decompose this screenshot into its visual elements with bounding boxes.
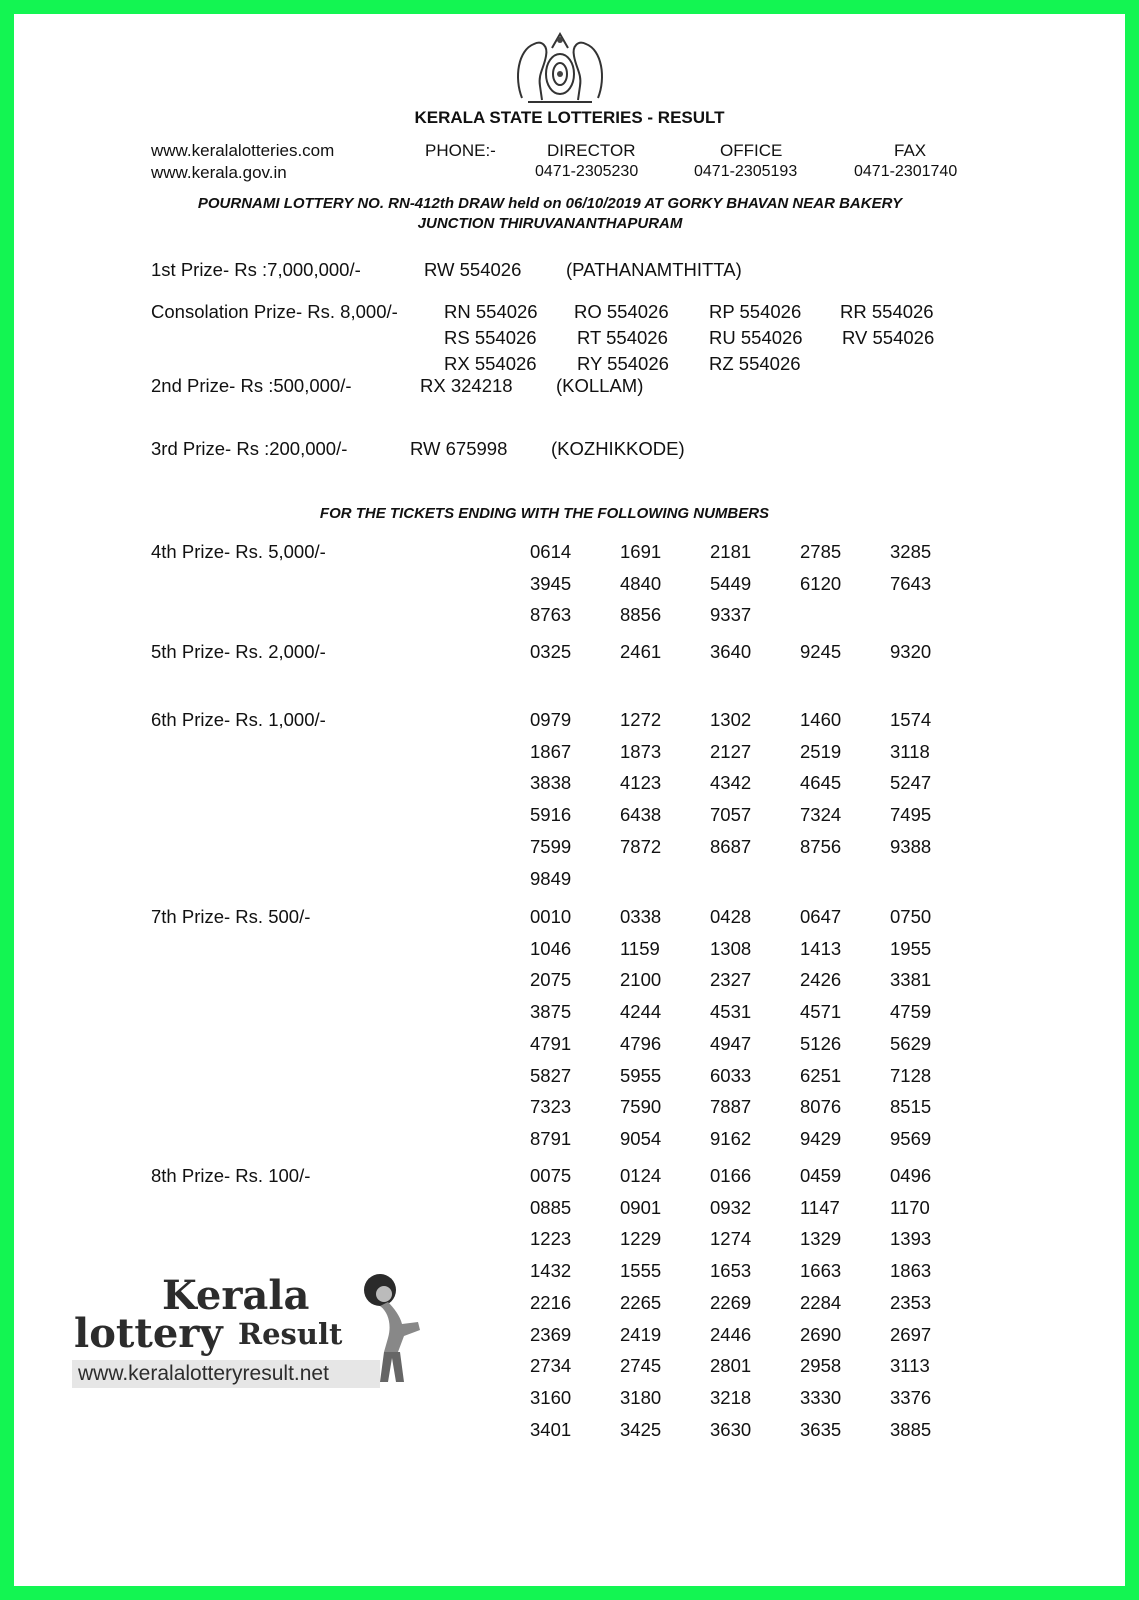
winning-number: 5955 bbox=[620, 1065, 662, 1086]
winning-number: 4571 bbox=[800, 1001, 842, 1022]
watermark-result: Result bbox=[238, 1317, 343, 1351]
winning-number: 2100 bbox=[620, 969, 662, 990]
winning-number: 1223 bbox=[530, 1228, 572, 1249]
winning-number: 0166 bbox=[710, 1165, 752, 1186]
winning-number: 9320 bbox=[890, 641, 932, 662]
winning-number: 0614 bbox=[530, 541, 572, 562]
winning-number: 1170 bbox=[890, 1197, 930, 1218]
prize-tier-label: 4th Prize- Rs. 5,000/- bbox=[151, 541, 326, 562]
winning-number: 2369 bbox=[530, 1324, 572, 1345]
winning-number: 4791 bbox=[530, 1033, 572, 1054]
winning-number: 3376 bbox=[890, 1387, 932, 1408]
winning-number: 2461 bbox=[620, 641, 662, 662]
winning-number: 3160 bbox=[530, 1387, 572, 1408]
third-prize-label: 3rd Prize- Rs :200,000/- bbox=[151, 438, 348, 459]
prize-tier-label: 8th Prize- Rs. 100/- bbox=[151, 1165, 311, 1186]
consolation-ticket: RT 554026 bbox=[577, 327, 668, 348]
winning-number: 7128 bbox=[890, 1065, 932, 1086]
winning-number: 4342 bbox=[710, 772, 752, 793]
consolation-ticket: RV 554026 bbox=[842, 327, 935, 348]
winning-number: 4645 bbox=[800, 772, 842, 793]
consolation-prize-label: Consolation Prize- Rs. 8,000/- bbox=[151, 301, 398, 322]
consolation-ticket: RX 554026 bbox=[444, 353, 537, 374]
winning-number: 2181 bbox=[710, 541, 752, 562]
winning-number: 3113 bbox=[890, 1355, 930, 1376]
winning-number: 2426 bbox=[800, 969, 842, 990]
winning-number: 0901 bbox=[620, 1197, 662, 1218]
winning-number: 8687 bbox=[710, 836, 752, 857]
winning-number: 4840 bbox=[620, 573, 662, 594]
winning-number: 2446 bbox=[710, 1324, 752, 1345]
website-link-1[interactable]: www.keralalotteries.com bbox=[151, 141, 335, 160]
website-link-2[interactable]: www.kerala.gov.in bbox=[151, 163, 287, 182]
winning-number: 9245 bbox=[800, 641, 842, 662]
winning-number: 1046 bbox=[530, 938, 572, 959]
winning-number: 1274 bbox=[710, 1228, 752, 1249]
consolation-ticket: RN 554026 bbox=[444, 301, 538, 322]
winning-number: 5916 bbox=[530, 804, 572, 825]
consolation-ticket: RZ 554026 bbox=[709, 353, 801, 374]
winning-number: 0075 bbox=[530, 1165, 572, 1186]
winning-number: 4947 bbox=[710, 1033, 752, 1054]
winning-number: 2697 bbox=[890, 1324, 932, 1345]
winning-number: 3885 bbox=[890, 1419, 932, 1440]
fax-number: 0471-2301740 bbox=[854, 163, 958, 180]
winning-number: 5449 bbox=[710, 573, 752, 594]
winning-number: 0124 bbox=[620, 1165, 662, 1186]
winning-number: 3401 bbox=[530, 1419, 572, 1440]
winning-number: 4796 bbox=[620, 1033, 662, 1054]
winning-number: 8515 bbox=[890, 1096, 932, 1117]
winning-number: 3875 bbox=[530, 1001, 572, 1022]
winning-number: 4759 bbox=[890, 1001, 932, 1022]
winning-number: 2353 bbox=[890, 1292, 932, 1313]
winning-number: 7643 bbox=[890, 573, 932, 594]
winning-number: 4244 bbox=[620, 1001, 662, 1022]
winning-number: 0979 bbox=[530, 709, 572, 730]
winning-number: 0428 bbox=[710, 906, 752, 927]
consolation-ticket: RO 554026 bbox=[574, 301, 669, 322]
second-prize-label: 2nd Prize- Rs :500,000/- bbox=[151, 375, 352, 396]
consolation-ticket: RS 554026 bbox=[444, 327, 537, 348]
watermark-lottery: lottery bbox=[74, 1310, 223, 1357]
winning-number: 8791 bbox=[530, 1128, 572, 1149]
winning-number: 7495 bbox=[890, 804, 932, 825]
winning-number: 8856 bbox=[620, 604, 662, 625]
draw-info-line1: POURNAMI LOTTERY NO. RN-412th DRAW held on 06/10/2019 AT GORKY BHAVAN NEAR BAKERY bbox=[197, 195, 903, 212]
winning-number: 5629 bbox=[890, 1033, 932, 1054]
winning-number: 1574 bbox=[890, 709, 932, 730]
winning-number: 0325 bbox=[530, 641, 572, 662]
winning-number: 2519 bbox=[800, 741, 842, 762]
winning-number: 0932 bbox=[710, 1197, 752, 1218]
winning-number: 7057 bbox=[710, 804, 752, 825]
winning-number: 5126 bbox=[800, 1033, 842, 1054]
winning-number: 2734 bbox=[530, 1355, 572, 1376]
winning-number: 9162 bbox=[710, 1128, 752, 1149]
draw-info-line2: JUNCTION THIRUVANANTHAPURAM bbox=[417, 215, 683, 232]
first-prize-ticket: RW 554026 bbox=[424, 259, 522, 280]
winning-number: 1653 bbox=[710, 1260, 752, 1281]
second-prize-place: (KOLLAM) bbox=[556, 375, 644, 396]
winning-number: 3285 bbox=[890, 541, 932, 562]
winning-number: 5827 bbox=[530, 1065, 572, 1086]
winning-number: 2690 bbox=[800, 1324, 842, 1345]
first-prize-label: 1st Prize- Rs :7,000,000/- bbox=[151, 259, 361, 280]
winning-number: 3630 bbox=[710, 1419, 752, 1440]
winning-number: 0338 bbox=[620, 906, 662, 927]
winning-number: 1663 bbox=[800, 1260, 842, 1281]
winning-number: 5247 bbox=[890, 772, 932, 793]
winning-number: 1460 bbox=[800, 709, 842, 730]
winning-number: 7324 bbox=[800, 804, 842, 825]
winning-number: 9054 bbox=[620, 1128, 662, 1149]
watermark-kerala: Kerala bbox=[162, 1272, 310, 1319]
winning-number: 2958 bbox=[800, 1355, 842, 1376]
first-prize-place: (PATHANAMTHITTA) bbox=[566, 259, 742, 280]
winning-number: 9388 bbox=[890, 836, 932, 857]
winning-number: 2269 bbox=[710, 1292, 752, 1313]
winning-number: 9429 bbox=[800, 1128, 842, 1149]
winning-number: 9849 bbox=[530, 868, 572, 889]
winning-number: 3838 bbox=[530, 772, 572, 793]
watermark-url[interactable]: www.keralalotteryresult.net bbox=[72, 1360, 380, 1388]
winning-number: 1413 bbox=[800, 938, 842, 959]
winning-number: 0010 bbox=[530, 906, 572, 927]
winning-number: 8756 bbox=[800, 836, 842, 857]
winning-number: 0885 bbox=[530, 1197, 572, 1218]
consolation-ticket: RP 554026 bbox=[709, 301, 802, 322]
consolation-ticket: RU 554026 bbox=[709, 327, 803, 348]
winning-number: 9337 bbox=[710, 604, 752, 625]
winning-number: 2419 bbox=[620, 1324, 662, 1345]
office-phone: 0471-2305193 bbox=[694, 163, 798, 180]
winning-number: 6438 bbox=[620, 804, 662, 825]
winning-number: 1691 bbox=[620, 541, 662, 562]
winning-number: 1147 bbox=[800, 1197, 840, 1218]
winning-number: 2265 bbox=[620, 1292, 662, 1313]
endings-heading: FOR THE TICKETS ENDING WITH THE FOLLOWING NUMBERS bbox=[319, 505, 770, 522]
winning-number: 1308 bbox=[710, 938, 752, 959]
winning-number: 2216 bbox=[530, 1292, 572, 1313]
winning-number: 7590 bbox=[620, 1096, 662, 1117]
winning-number: 1863 bbox=[890, 1260, 932, 1281]
winning-number: 1955 bbox=[890, 938, 932, 959]
office-label: OFFICE bbox=[720, 141, 783, 160]
third-prize-ticket: RW 675998 bbox=[410, 438, 508, 459]
winning-number: 7872 bbox=[620, 836, 662, 857]
winning-number: 1272 bbox=[620, 709, 662, 730]
winning-number: 1873 bbox=[620, 741, 662, 762]
winning-number: 7599 bbox=[530, 836, 572, 857]
page-title: KERALA STATE LOTTERIES - RESULT bbox=[414, 108, 725, 127]
consolation-ticket: RY 554026 bbox=[577, 353, 669, 374]
winning-number: 3180 bbox=[620, 1387, 662, 1408]
fax-label: FAX bbox=[894, 141, 927, 160]
prize-tier-label: 7th Prize- Rs. 500/- bbox=[151, 906, 311, 927]
winning-number: 1867 bbox=[530, 741, 572, 762]
winning-number: 2785 bbox=[800, 541, 842, 562]
winning-number: 0750 bbox=[890, 906, 932, 927]
winning-number: 3218 bbox=[710, 1387, 752, 1408]
prize-tier-label: 5th Prize- Rs. 2,000/- bbox=[151, 641, 326, 662]
winning-number: 0496 bbox=[890, 1165, 932, 1186]
winning-number: 8076 bbox=[800, 1096, 842, 1117]
winning-number: 1329 bbox=[800, 1228, 842, 1249]
winning-number: 2284 bbox=[800, 1292, 842, 1313]
winning-number: 2745 bbox=[620, 1355, 662, 1376]
winning-number: 1555 bbox=[620, 1260, 662, 1281]
winning-number: 6033 bbox=[710, 1065, 752, 1086]
winning-number: 1302 bbox=[710, 709, 752, 730]
consolation-ticket: RR 554026 bbox=[840, 301, 934, 322]
winning-number: 8763 bbox=[530, 604, 572, 625]
director-label: DIRECTOR bbox=[547, 141, 636, 160]
director-phone: 0471-2305230 bbox=[535, 163, 639, 180]
winning-number: 7887 bbox=[710, 1096, 752, 1117]
kerala-emblem-icon bbox=[508, 28, 612, 108]
winning-number: 2327 bbox=[710, 969, 752, 990]
winning-number: 1432 bbox=[530, 1260, 572, 1281]
winning-number: 1159 bbox=[620, 938, 660, 959]
winning-number: 3425 bbox=[620, 1419, 662, 1440]
winning-number: 0459 bbox=[800, 1165, 842, 1186]
phone-label: PHONE:- bbox=[425, 141, 496, 160]
winning-number: 6251 bbox=[800, 1065, 842, 1086]
second-prize-ticket: RX 324218 bbox=[420, 375, 513, 396]
winning-number: 2801 bbox=[710, 1355, 752, 1376]
winning-number: 0647 bbox=[800, 906, 842, 927]
winning-number: 1229 bbox=[620, 1228, 662, 1249]
winning-number: 2127 bbox=[710, 741, 752, 762]
winning-number: 4123 bbox=[620, 772, 662, 793]
winning-number: 3118 bbox=[890, 741, 930, 762]
winning-number: 3640 bbox=[710, 641, 752, 662]
winning-number: 3945 bbox=[530, 573, 572, 594]
winning-number: 2075 bbox=[530, 969, 572, 990]
winning-number: 6120 bbox=[800, 573, 842, 594]
winning-number: 3330 bbox=[800, 1387, 842, 1408]
winning-number: 3635 bbox=[800, 1419, 842, 1440]
winning-number: 7323 bbox=[530, 1096, 572, 1117]
winning-number: 1393 bbox=[890, 1228, 932, 1249]
winning-number: 3381 bbox=[890, 969, 932, 990]
third-prize-place: (KOZHIKKODE) bbox=[551, 438, 685, 459]
winning-number: 9569 bbox=[890, 1128, 932, 1149]
prize-tier-label: 6th Prize- Rs. 1,000/- bbox=[151, 709, 326, 730]
winning-number: 4531 bbox=[710, 1001, 752, 1022]
